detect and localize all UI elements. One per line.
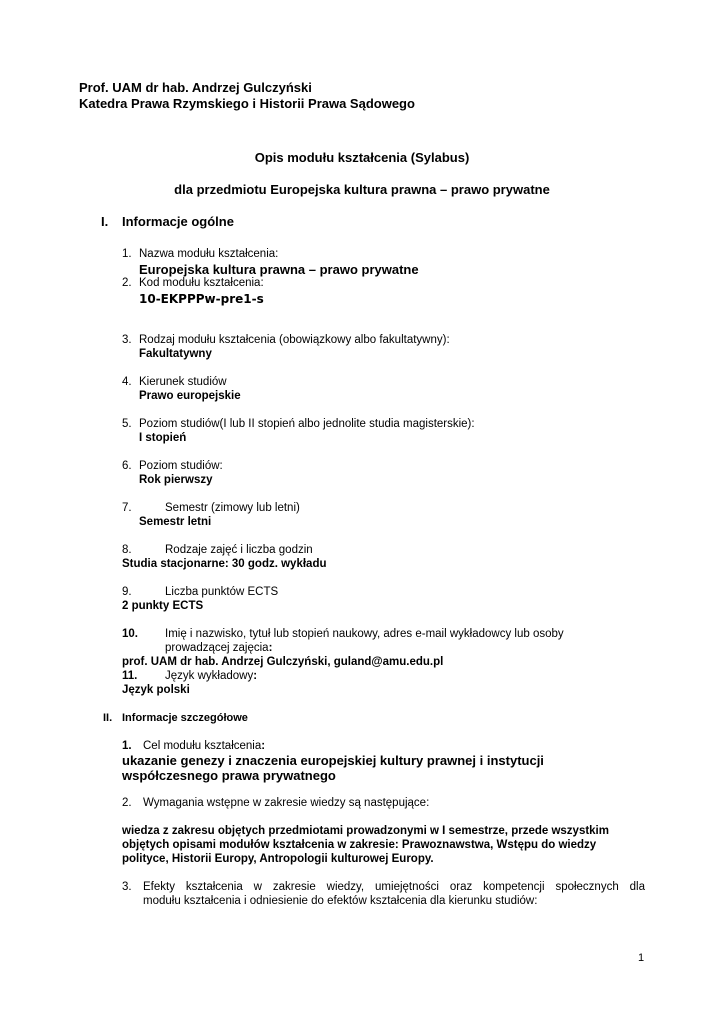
section-1-heading: Informacje ogólne <box>122 214 234 229</box>
detail-2-value-line2: objętych opisami modułów kształcenia w zakresie: Prawoznawstwa, Wstępu do wiedzy <box>122 839 597 851</box>
detail-1-value-line1: ukazanie genezy i znaczenia europejskiej kultury prawnej i instytucji <box>122 753 544 768</box>
item-1-label: Nazwa modułu kształcenia: <box>139 248 279 260</box>
item-5-number: 5. <box>122 418 132 430</box>
author-line: Prof. UAM dr hab. Andrzej Gulczyński <box>79 80 312 95</box>
item-11-label: Język wykładowy: <box>165 670 258 682</box>
detail-3-line2: modułu kształcenia i odniesienie do efektów kształcenia dla kierunku studiów: <box>143 895 538 907</box>
item-1-value: Europejska kultura prawna – prawo prywatne <box>139 262 419 277</box>
detail-3-line1: Efekty kształcenia w zakresie wiedzy, umiejętności oraz kompetencji społecznych dla <box>143 881 645 893</box>
section-1-numeral: I. <box>101 214 109 229</box>
item-6-number: 6. <box>122 460 132 472</box>
document-subtitle: dla przedmiotu Europejska kultura prawna – prawo prywatne <box>174 182 550 197</box>
item-10-label-line2: prowadzącej zajęcia: <box>165 642 273 654</box>
detail-2-value-line1: wiedza z zakresu objętych przedmiotami prowadzonymi w I semestrze, przede wszystkim <box>122 825 609 837</box>
item-10-value: prof. UAM dr hab. Andrzej Gulczyński, guland@amu.edu.pl <box>122 656 444 668</box>
detail-1-value-line2: współczesnego prawa prywatnego <box>122 768 336 783</box>
item-9-label: Liczba punktów ECTS <box>165 586 279 598</box>
item-1-number: 1. <box>122 248 132 260</box>
document-title: Opis modułu kształcenia (Sylabus) <box>254 150 470 165</box>
item-9-value: 2 punkty ECTS <box>122 600 204 612</box>
item-5-label: Poziom studiów(I lub II stopień albo jednolite studia magisterskie): <box>139 418 475 430</box>
item-11-number: 11. <box>122 670 138 682</box>
item-3-number: 3. <box>122 334 132 346</box>
item-8-number: 8. <box>122 544 132 556</box>
item-4-value: Prawo europejskie <box>139 390 241 402</box>
item-7-number: 7. <box>122 502 132 514</box>
item-2-number: 2. <box>122 277 132 289</box>
item-6-value: Rok pierwszy <box>139 474 213 486</box>
item-6-label: Poziom studiów: <box>139 460 223 472</box>
item-8-label: Rodzaje zajęć i liczba godzin <box>165 544 313 556</box>
item-9-number: 9. <box>122 586 132 598</box>
item-2-value: 10-EKPPPw-pre1-s <box>139 292 264 306</box>
detail-2-label: Wymagania wstępne w zakresie wiedzy są następujące: <box>143 797 430 809</box>
item-5-value: I stopień <box>139 432 187 444</box>
item-3-label: Rodzaj modułu kształcenia (obowiązkowy albo fakultatywny): <box>139 334 450 346</box>
item-10-number: 10. <box>122 628 138 640</box>
item-3-value: Fakultatywny <box>139 348 212 360</box>
item-4-number: 4. <box>122 376 132 388</box>
detail-2-number: 2. <box>122 797 132 809</box>
section-2-numeral: II. <box>103 712 113 724</box>
item-7-value: Semestr letni <box>139 516 212 528</box>
detail-3-number: 3. <box>122 881 132 893</box>
item-2-label: Kod modułu kształcenia: <box>139 277 264 289</box>
section-2-heading: Informacje szczegółowe <box>122 712 248 724</box>
item-8-value: Studia stacjonarne: 30 godz. wykładu <box>122 558 327 570</box>
detail-1-label: Cel modułu kształcenia: <box>143 740 266 752</box>
page-number: 1 <box>638 952 645 964</box>
department-line: Katedra Prawa Rzymskiego i Historii Prawa Sądowego <box>79 96 415 111</box>
item-11-value: Język polski <box>122 684 190 696</box>
item-7-label: Semestr (zimowy lub letni) <box>165 502 300 514</box>
item-4-label: Kierunek studiów <box>139 376 227 388</box>
detail-1-number: 1. <box>122 740 132 752</box>
item-10-label-line1: Imię i nazwisko, tytuł lub stopień naukowy, adres e-mail wykładowcy lub osoby <box>165 628 564 640</box>
detail-2-value-line3: polityce, Historii Europy, Antropologii kulturowej Europy. <box>122 853 434 865</box>
